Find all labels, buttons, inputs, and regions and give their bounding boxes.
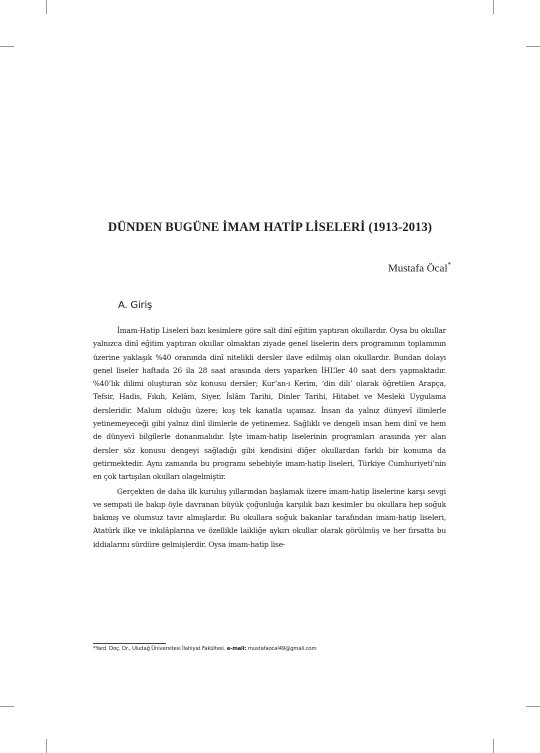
footnote-rule: [93, 643, 166, 644]
section-heading: A. Giriş: [118, 300, 153, 311]
crop-mark: [0, 706, 14, 707]
footnote: [93, 646, 446, 652]
footnote-email-label: e-mail:: [226, 646, 247, 652]
article-body: [93, 324, 446, 551]
footnote-email: mustafaocal49@gmail.com: [246, 646, 317, 652]
footnote-marker: *: [447, 261, 451, 269]
crop-mark: [493, 739, 494, 753]
article-title: DÜNDEN BUGÜNE İMAM HATİP LİSELERİ (1913-2013): [107, 220, 433, 234]
crop-mark: [493, 0, 494, 14]
crop-mark: [46, 0, 47, 14]
paragraph: İmam-Hatip Liseleri bazı kesimlere göre salt dinî eğitim yaptıran okullardır. Oysa bu okullar yalnızca dinî eğitim yaptıran okullar olmaktan ziyade genel liselerin ders programının toplamının üzerine yaklaşık %40 oranında dinî nitelikli dersler ilave edilmiş olan okullardır. Bundan dolayı genel liseler haftada 26 ila 28 saat arasında ders yaparken İHL’ler 40 saat ders yapmaktadır. %40’lık dilimi oluşturan söz konusu dersler; Kur’an-ı Kerim, ‘din dili’ olarak öğretilen Arapça, Tefsir, Hadis, Fıkıh, Kelâm, Siyer, İslâm Tarihi, Dinler Tarihi, Hitabet ve Mesleki Uygulama dersleridir. Malum olduğu üzere; kuş tek kanatla uçamaz. İnsan da yalnız dünyevî ilimlerle yetinemeyeceği gibi yalnız dinî ilimlerle de yetinemez. Sağlıklı ve dengeli insan hem dinî ve hem de dünyevî bilgilerle donanmalıdır. İşte imam-hatip liselerinin programları arasında yer alan dersler söz konusu dengeyi sağladığı gibi kendisini diğer okullardan farklı bir konuma da getirmektedir. Aynı zamanda bu programı sebebiyle imam-hatip liseleri, Türkiye Cumhuriyeti’nin en çok tartışılan okulları olagelmiştir.: [93, 326, 446, 482]
paragraph: Gerçekten de daha ilk kuruluş yıllarından başlamak üzere imam-hatip liselerine karşı sevgi ve sempati ile bakıp öyle davranan büyük çoğunluğa karşılık bazı kesimler bu okullara hep soğuk bakmış ve olumsuz tavır almışlardır. Bu okullara soğuk bakanlar tarafından imam-hatip liseleri, Atatürk ilke ve inkılâplarına ve özellikle laikliğe aykırı okullar olarak görülmüş ve her fırsatta bu iddialarını sürdüre gelmişlerdir. Oysa imam-hatip lise-: [93, 486, 446, 549]
crop-mark: [526, 46, 540, 47]
crop-mark: [526, 706, 540, 707]
author-name-text: Mustafa Öcal: [387, 262, 448, 275]
footnote-text: *Yard. Doç. Dr., Uludağ Üniversitesi İlahiyat Fakültesi.: [93, 646, 227, 652]
crop-mark: [0, 46, 14, 47]
author-name: [388, 261, 451, 275]
crop-mark: [46, 739, 47, 753]
